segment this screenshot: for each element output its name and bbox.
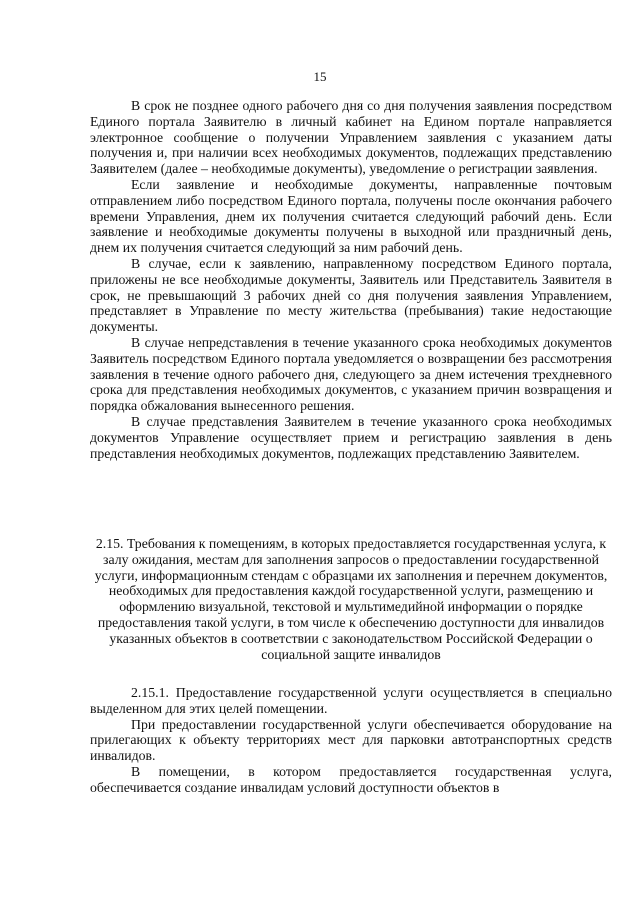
paragraph: В помещении, в котором предоставляется государственная услуга, обеспечивается создание инвалидам условий доступности объектов в (90, 763, 612, 795)
paragraph: Если заявление и необходимые документы, направленные почтовым отправлением либо посредством Единого портала, получены после окончания рабочего времени Управления, днем их получения считается следующий рабочий день. Если заявление и необходимые документы получены в выходной или праздничный день, днем их получения считается следующий за ним рабочий день. (90, 176, 612, 256)
body-text-top (90, 98, 612, 461)
paragraph: В случае, если к заявлению, направленному посредством Единого портала, приложены не все необходимые документы, Заявитель или Представитель Заявителя в срок, не превышающий 3 рабочих дней со дня получения заявления Управлением, представляет в Управление по месту жительства (пребывания) такие недостающие документы. (90, 255, 612, 335)
paragraph: 2.15.1. Предоставление государственной услуги осуществляется в специально выделенном для этих целей помещении. (90, 685, 612, 716)
page-number: 15 (313, 69, 327, 84)
body-text-bottom (90, 685, 612, 796)
paragraph: В срок не позднее одного рабочего дня со дня получения заявления посредством Единого портала Заявителю в личный кабинет на Едином портале направляется электронное сообщение о получении Управлением заявления с указанием даты получения и, при наличии всех необходимых документов, подлежащих представлению Заявителем (далее – необходимые документы), уведомление о регистрации заявления. (90, 98, 612, 177)
paragraph: В случае представления Заявителем в течение указанного срока необходимых документов Управление осуществляет прием и регистрацию заявления в день представления необходимых документов, подлежащих представлению Заявителем. (90, 413, 612, 461)
paragraph: В случае непредставления в течение указанного срока необходимых документов Заявитель посредством Единого портала уведомляется о возвращении без рассмотрения заявления в течение одного рабочего дня, следующего за днем истечения трехдневного срока для представления необходимых документов, с указанием причин возвращения и порядка обжалования вынесенного решения. (90, 334, 612, 414)
section-heading: 2.15. Требования к помещениям, в которых предоставляется государственная услуга, к залу ожидания, местам для заполнения запросов о предоставлении государственной услуги, информационным стендам с образцами их заполнения и перечнем документов, необходимых для предоставления каждой государственной услуги, размещению и оформлению визуальной, текстовой и мультимедийной информации о порядке предоставления такой услуги, в том числе к обеспечению доступности для инвалидов указанных объектов в соответствии с законодательством Российской Федерации о социальной защите инвалидов (94, 536, 608, 662)
paragraph: При предоставлении государственной услуги обеспечивается оборудование на прилегающих к объекту территориях мест для парковки автотранспортных средств инвалидов. (90, 716, 612, 764)
